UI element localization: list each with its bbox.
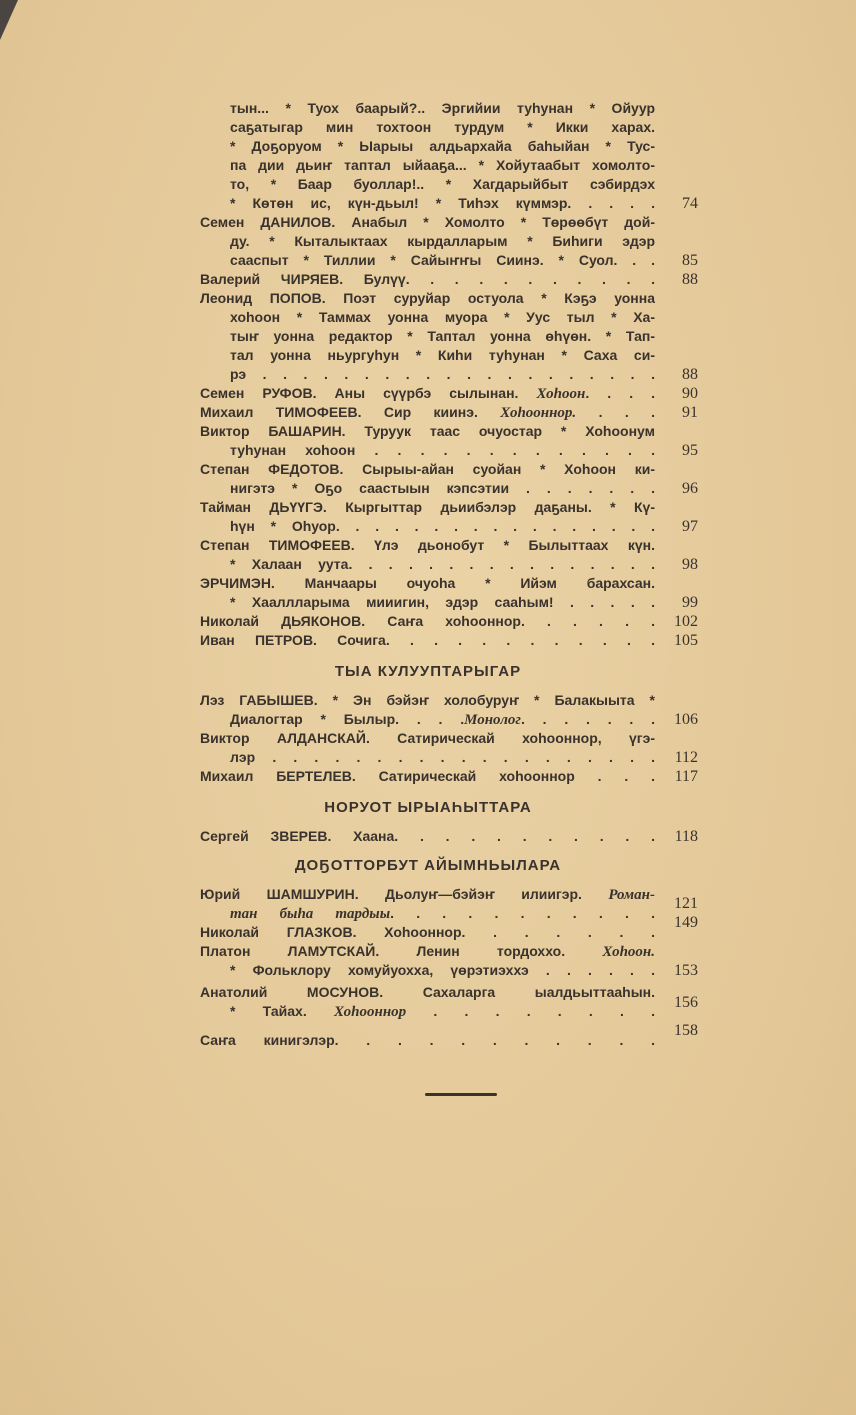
entry-text: нигэтэ * Оҕо саастыын кэпсэтии . . . . . . . [230,480,655,496]
page-number: 102 [674,613,698,630]
toc-entry-continuation-line [230,347,655,364]
page-number: 91 [682,404,698,421]
entry-text: Диалогтар * Былыр. . . . [230,711,465,727]
entry-text: . . . . [585,385,655,401]
toc-entry-continuation-line [230,905,655,922]
toc-entry-line [200,828,655,845]
toc-entry-continuation-line [230,749,655,766]
toc-entry-continuation-line [230,328,655,345]
entry-text: Семен РУФОВ. Аны сүүрбэ сылынан. [200,385,537,401]
entry-text: Анатолий МОСУНОВ. Сахаларга ыалдьыттааһын. [200,984,655,1000]
toc-entry-continuation-line [230,233,655,250]
toc-entry-continuation-line [230,100,655,117]
entry-text: тын... * Туох баарый?.. Эргийии туһунан * Ойуур [230,100,655,116]
toc-entry-continuation-line [230,252,655,269]
page-number: 158 [674,1022,698,1039]
toc-entry-continuation-line [230,309,655,326]
toc-entry-continuation-line [230,711,655,728]
entry-text: ду. * Кыталыктаах кырдалларым * Биһиги эдэр [230,233,655,249]
entry-text: лэр . . . . . . . . . . . . . . . . . . . [230,749,655,765]
toc-entry-line [200,423,655,440]
page-number: 95 [682,442,698,459]
entry-text: Семен ДАНИЛОВ. Анабыл * Хомолто * Төрөөбүт дой- [200,214,655,230]
toc-entry-line [200,730,655,747]
entry-text: * Фольклору хомуйуохха, үөрэтиэххэ . . . . . . [230,962,655,978]
entry-text: Виктор АЛДАНСКАЙ. Сатирическай хоһооннор, үгэ- [200,730,655,746]
toc-entry-line [200,537,655,554]
page-number: 90 [682,385,698,402]
entry-text: Степан ТИМОФЕЕВ. Үлэ дьонобут * Былыттаах күн. [200,537,655,553]
page-number: 118 [674,828,698,845]
page-number: 85 [682,252,698,269]
entry-text: Сергей ЗВЕРЕВ. Хаана. . . . . . . . . . . [200,828,655,844]
toc-entry-line [200,214,655,231]
entry-text: сааспыт * Тиллии * Сайыҥҥы Сиинэ. * Суол. . . [230,252,655,268]
italic-genre-text: Хоһоон. [602,944,655,960]
entry-text: * Хааллларыма мииигин, эдэр сааһым! . . . . . [230,594,655,610]
toc-entry-line [200,768,655,785]
page-number: 112 [674,749,698,766]
toc-entry-line [200,404,655,421]
entry-text: Михаил ТИМОФЕЕВ. Сир киинэ. [200,404,501,420]
page-number: 97 [682,518,698,535]
toc-entry-line [200,924,655,941]
toc-entry-line [200,271,655,288]
toc-entry-line [200,984,655,1001]
entry-text: Саҥа кинигэлэр. . . . . . . . . . . [200,1032,655,1048]
toc-entry-line [200,575,655,592]
toc-entry-line [200,461,655,478]
entry-text: саҕатыгар мин тохтоон турдум * Икки харах. [230,119,655,135]
toc-entry-continuation-line [230,962,655,979]
page-corner-shadow [0,0,18,40]
entry-text: то, * Баар буоллар!.. * Хагдарыйбыт сэбирдэх [230,176,655,192]
toc-entry-continuation-line [230,138,655,155]
page-number: 96 [682,480,698,497]
section-heading: ТЫА КУЛУУПТАРЫГАР [334,663,522,680]
entry-text: Леонид ПОПОВ. Поэт суруйар остуола * Кэҕэ уонна [200,290,655,306]
italic-genre-text: Хоһооннор [333,1004,407,1020]
entry-text: * Тайах. [230,1003,334,1019]
entry-text: хоһоон * Таммах уонна муора * Уус тыл * Ха- [230,309,655,325]
italic-genre-text: Хоһоон [536,386,586,402]
toc-entry-line [200,499,655,516]
toc-entry-continuation-line [230,480,655,497]
entry-text: Степан ФЕДОТОВ. Сырыы-айан суойан * Хоһоон ки- [200,461,655,477]
entry-text: Николай ДЬЯКОНОВ. Саҥа хоһооннор. . . . . . [200,613,655,629]
page-number: 88 [682,271,698,288]
toc-entry-continuation-line [230,518,655,535]
entry-text: тал уонна ньургуһун * Киһи туһунан * Саха си- [230,347,655,363]
entry-text: Лэз ГАБЫШЕВ. * Эн бэйэҥ холобуруҥ * Балакыыта * [200,692,655,708]
entry-text: . . . . . . . [520,711,655,727]
toc-entry-line [200,613,655,630]
toc-entry-continuation-line [230,556,655,573]
section-heading: ДОҔОТТОРБУТ АЙЫМНЬЫЛАРА [294,857,562,874]
page-number: 149 [674,914,698,931]
toc-entry-continuation-line [230,157,655,174]
page-number: 106 [674,711,698,728]
entry-text: Платон ЛАМУТСКАЙ. Ленин тордоххо. [200,943,603,959]
toc-entry-line [200,886,655,903]
page-number: 99 [682,594,698,611]
section-heading: НОРУОТ ЫРЫАҺЫТТАРА [324,799,532,816]
entry-text: . . . . . . . . [406,1003,655,1019]
toc-entry-continuation-line [230,366,655,383]
italic-genre-text: Монолог [464,712,521,728]
entry-text: Иван ПЕТРОВ. Сочига. . . . . . . . . . . . [200,632,655,648]
entry-text: тыҥ уонна редактор * Таптал уонна өһүөн. * Тап- [230,328,655,344]
entry-text: * Көтөн ис, күн-дьыл! * Тиһэх күммэр. . . . . [230,195,655,211]
page-number: 117 [674,768,698,785]
toc-entry-line [200,290,655,307]
toc-entry-continuation-line [230,176,655,193]
entry-text: Тайман ДЬҮҮГЭ. Кыргыттар дьиибэлэр даҕаны. * Кү- [200,499,655,515]
toc-entry-line [200,943,655,960]
toc-entry-line [200,385,655,402]
page-number: 153 [674,962,698,979]
entry-text: һүн * Оһуор. . . . . . . . . . . . . . . . . [230,518,655,534]
italic-genre-text: Хоһооннор. [500,405,577,421]
entry-text: Николай ГЛАЗКОВ. Хоһооннор. . . . . . . [200,924,655,940]
toc-entry-line [200,632,655,649]
page-number: 156 [674,994,698,1011]
end-ornament-rule [425,1093,497,1096]
toc-entry-continuation-line [230,119,655,136]
toc-entry-line [200,692,655,709]
toc-entry-continuation-line [230,1003,655,1020]
italic-genre-text: тан быһа тардыы [230,906,391,922]
page-number: 98 [682,556,698,573]
page-number: 121 [674,895,698,912]
toc-entry-continuation-line [230,442,655,459]
page-number: 74 [682,195,698,212]
page-number: 88 [682,366,698,383]
toc-entry-line [200,1032,655,1049]
entry-text: * Доҕоруом * Ыарыы алдьархайа баһыйан * Тус- [230,138,655,154]
entry-text: . . . . . . . . . . . [390,905,655,921]
italic-genre-text: Роман- [608,887,655,903]
toc-entry-continuation-line [230,195,655,212]
entry-text: Виктор БАШАРИН. Туруук таас очуостар * Хоһоонум [200,423,655,439]
entry-text: Юрий ШАМШУРИН. Дьолуҥ—бэйэҥ илиигэр. [200,886,609,902]
entry-text: ЭРЧИМЭН. Манчаары очуоһа * Ийэм барахсан. [200,575,655,591]
page-number: 105 [674,632,698,649]
entry-text: * Халаан уута. . . . . . . . . . . . . . . . [230,556,655,572]
entry-text: Михаил БЕРТЕЛЕВ. Сатирическай хоһооннор . . . [200,768,655,784]
entry-text: Валерий ЧИРЯЕВ. Булүү. . . . . . . . . . . [200,271,655,287]
entry-text: па дии дьиҥ таптал ыйааҕа... * Хойутаабыт хомолто- [230,157,655,173]
entry-text: туһунан хоһоон . . . . . . . . . . . . . [230,442,655,458]
entry-text: . . . [576,404,655,420]
entry-text: рэ . . . . . . . . . . . . . . . . . . . . [230,366,655,382]
toc-entry-continuation-line [230,594,655,611]
